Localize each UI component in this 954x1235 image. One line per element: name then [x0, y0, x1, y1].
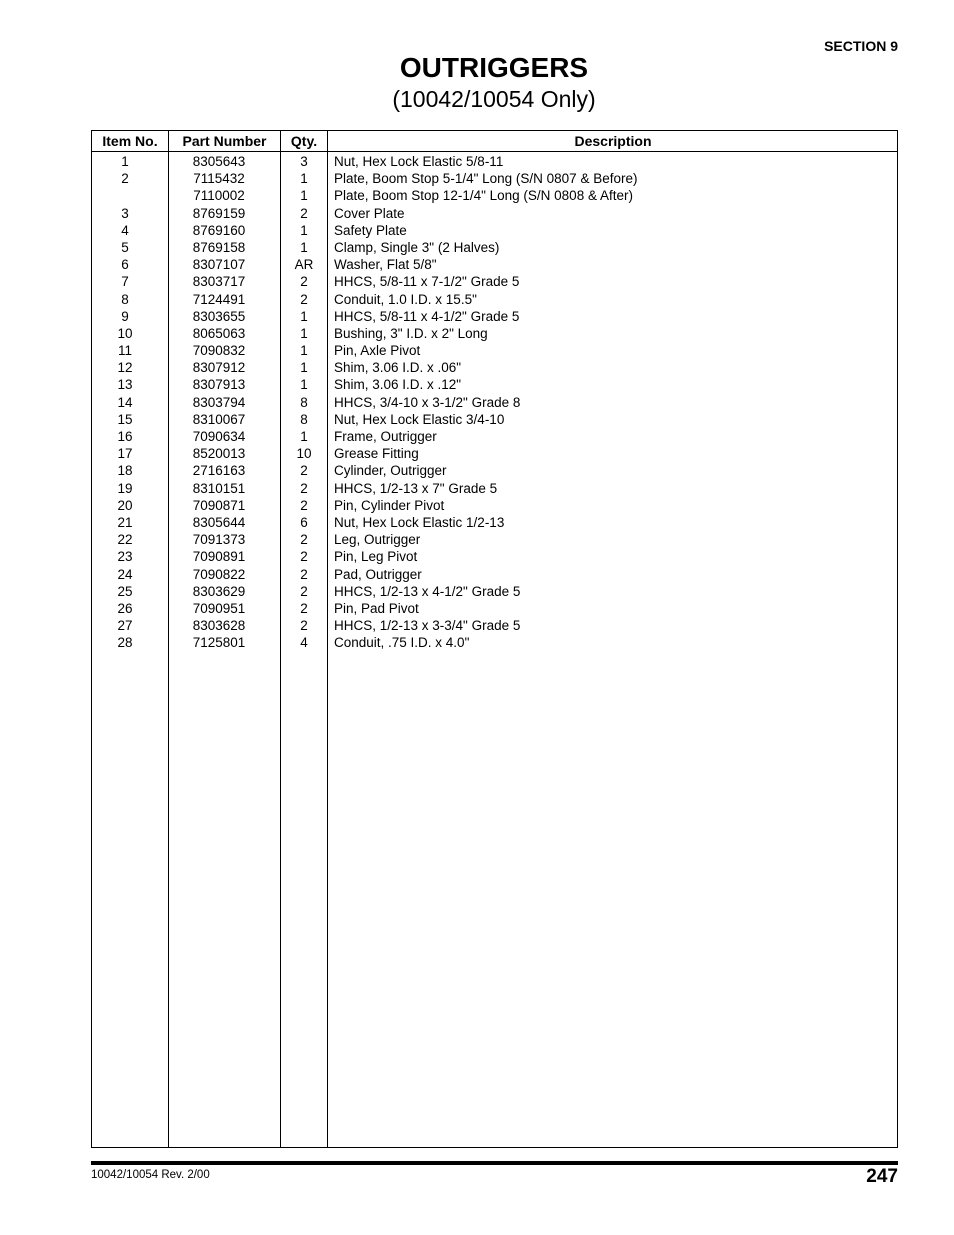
part-number-cell: 8303655 — [192, 308, 246, 324]
table-row — [92, 170, 897, 187]
item-number-cell: 18 — [117, 463, 133, 479]
part-number-cell: 7090634 — [192, 429, 246, 444]
quantity-cell: 2 — [300, 274, 308, 290]
item-number-cell: 21 — [117, 514, 133, 530]
part-number-cell: 8303629 — [192, 583, 246, 599]
item-number-cell: 11 — [117, 343, 132, 359]
item-number-cell: 16 — [117, 429, 133, 444]
item-number-cell: 2 — [121, 171, 129, 187]
part-number-cell: 7090822 — [192, 566, 246, 582]
part-number-cell: 7090871 — [192, 497, 246, 513]
description-cell: Washer, Flat 5/8" — [334, 257, 437, 273]
part-number-cell: 7110002 — [193, 188, 245, 204]
quantity-cell: 1 — [300, 343, 308, 359]
table-row — [92, 600, 897, 617]
part-number-cell: 8305644 — [192, 514, 246, 530]
column-header-qty: Qty. — [290, 133, 318, 149]
part-number-cell: 7090832 — [192, 343, 246, 359]
quantity-cell: 1 — [300, 429, 308, 444]
quantity-cell: 2 — [300, 618, 308, 634]
part-number-cell: 8307913 — [192, 377, 246, 393]
table-row — [92, 531, 897, 548]
quantity-cell: 2 — [300, 583, 308, 599]
table-row — [92, 583, 897, 600]
description-cell: Conduit, .75 I.D. x 4.0" — [334, 635, 470, 651]
item-number-cell: 5 — [121, 239, 129, 255]
part-number-cell: 7115432 — [193, 171, 245, 187]
item-number-cell: 24 — [117, 566, 133, 582]
table-row — [92, 205, 897, 222]
table-row — [92, 239, 897, 256]
table-row — [92, 634, 897, 651]
description-cell: Shim, 3.06 I.D. x .12" — [334, 377, 462, 393]
description-cell: Safety Plate — [334, 222, 407, 238]
quantity-cell: 2 — [300, 600, 308, 616]
table-row — [92, 256, 897, 273]
table-row — [92, 566, 897, 583]
quantity-cell: 2 — [300, 480, 308, 496]
table-row — [92, 497, 897, 514]
part-number-cell: 8769158 — [192, 239, 246, 255]
quantity-cell: 1 — [300, 308, 308, 324]
part-number-cell: 8769160 — [192, 222, 246, 238]
table-row — [92, 273, 897, 290]
item-number-cell: 20 — [117, 497, 133, 513]
description-cell: Bushing, 3" I.D. x 2" Long — [334, 325, 488, 341]
part-number-cell: 7090891 — [192, 549, 246, 565]
part-number-cell: 7124491 — [192, 291, 246, 307]
item-number-cell: 23 — [117, 549, 133, 565]
item-number-cell: 19 — [117, 480, 133, 496]
table-row — [92, 153, 897, 170]
column-header-description: Description — [574, 133, 652, 149]
quantity-cell: 6 — [300, 514, 308, 530]
quantity-cell: 1 — [300, 188, 308, 204]
item-number-cell: 12 — [117, 360, 133, 376]
quantity-cell: 1 — [300, 222, 308, 238]
quantity-cell: 1 — [300, 325, 308, 341]
table-row — [92, 445, 897, 462]
description-cell: HHCS, 5/8-11 x 4-1/2" Grade 5 — [334, 308, 520, 324]
item-number-cell: 9 — [121, 308, 129, 324]
item-number-cell: 25 — [117, 583, 133, 599]
description-cell: Clamp, Single 3" (2 Halves) — [334, 239, 500, 255]
description-cell: HHCS, 1/2-13 x 4-1/2" Grade 5 — [334, 583, 521, 599]
table-row — [92, 376, 897, 393]
table-row — [92, 222, 897, 239]
quantity-cell: 1 — [300, 377, 308, 393]
part-number-cell: 8310151 — [192, 480, 246, 496]
quantity-cell: 2 — [300, 291, 308, 307]
description-cell: HHCS, 1/2-13 x 7" Grade 5 — [334, 480, 498, 496]
description-cell: Nut, Hex Lock Elastic 1/2-13 — [334, 514, 505, 530]
quantity-cell: 1 — [300, 239, 308, 255]
table-row — [92, 514, 897, 531]
table-row — [92, 291, 897, 308]
column-header-item-no: Item No. — [102, 133, 158, 149]
table-row — [92, 462, 897, 479]
part-number-cell: 8303794 — [192, 394, 246, 410]
quantity-cell: 2 — [300, 497, 308, 513]
table-row — [92, 617, 897, 634]
column-header-part-number: Part Number — [182, 133, 267, 149]
table-row — [92, 428, 897, 445]
item-number-cell: 17 — [117, 446, 133, 462]
table-row — [92, 411, 897, 428]
part-number-cell: 8520013 — [192, 446, 246, 462]
description-cell: Cover Plate — [334, 205, 405, 221]
quantity-cell: 4 — [300, 635, 308, 651]
description-cell: Cylinder, Outrigger — [334, 463, 447, 479]
page-number: 247 — [866, 1166, 898, 1187]
table-row — [92, 548, 897, 565]
table-body — [92, 153, 897, 651]
part-number-cell: 8305643 — [192, 154, 246, 169]
description-cell: Pin, Pad Pivot — [334, 600, 419, 616]
part-number-cell: 8303628 — [192, 618, 246, 634]
quantity-cell: 1 — [300, 171, 308, 187]
section-label: SECTION 9 — [824, 38, 898, 54]
item-number-cell: 3 — [121, 205, 129, 221]
item-number-cell: 6 — [121, 257, 129, 273]
item-number-cell: 26 — [117, 600, 133, 616]
table-row — [92, 308, 897, 325]
description-cell: HHCS, 3/4-10 x 3-1/2" Grade 8 — [334, 394, 521, 410]
quantity-cell: 2 — [300, 532, 308, 548]
document-revision: 10042/10054 Rev. 2/00 — [91, 1169, 210, 1181]
footer-rule — [91, 1161, 898, 1165]
part-number-cell: 8303717 — [192, 274, 246, 290]
description-cell: Grease Fitting — [334, 446, 419, 462]
description-cell: Pin, Leg Pivot — [334, 549, 418, 565]
page-subtitle: (10042/10054 Only) — [392, 86, 596, 112]
description-cell: Pad, Outrigger — [334, 566, 422, 582]
description-cell: Frame, Outrigger — [334, 429, 437, 444]
description-cell: Leg, Outrigger — [334, 532, 421, 548]
item-number-cell: 28 — [117, 635, 133, 651]
description-cell: Shim, 3.06 I.D. x .06" — [334, 360, 462, 376]
description-cell: Plate, Boom Stop 12-1/4" Long (S/N 0808 & After) — [334, 188, 633, 204]
item-number-cell: 22 — [117, 532, 133, 548]
quantity-cell: 1 — [300, 360, 308, 376]
table-row — [92, 480, 897, 497]
quantity-cell: 2 — [300, 205, 308, 221]
description-cell: Pin, Axle Pivot — [334, 343, 421, 359]
part-number-cell: 8307107 — [192, 257, 246, 273]
quantity-cell: 2 — [300, 566, 308, 582]
description-cell: Nut, Hex Lock Elastic 3/4-10 — [334, 411, 505, 427]
quantity-cell: 10 — [296, 446, 312, 462]
table-row — [92, 359, 897, 376]
part-number-cell: 8065063 — [192, 325, 246, 341]
header-divider — [92, 151, 897, 152]
quantity-cell: 8 — [300, 411, 308, 427]
part-number-cell: 7125801 — [192, 635, 246, 651]
table-row — [92, 394, 897, 411]
item-number-cell: 15 — [117, 411, 133, 427]
quantity-cell: 2 — [300, 463, 308, 479]
parts-table — [91, 130, 898, 1148]
description-cell: Conduit, 1.0 I.D. x 15.5" — [334, 291, 477, 307]
item-number-cell: 8 — [121, 291, 129, 307]
description-cell: HHCS, 1/2-13 x 3-3/4" Grade 5 — [334, 618, 521, 634]
part-number-cell: 7091373 — [192, 532, 246, 548]
part-number-cell: 8769159 — [192, 205, 246, 221]
part-number-cell: 8307912 — [192, 360, 246, 376]
quantity-cell: 2 — [300, 549, 308, 565]
description-cell: Pin, Cylinder Pivot — [334, 497, 445, 513]
quantity-cell: 8 — [300, 394, 308, 410]
quantity-cell: AR — [294, 257, 314, 273]
part-number-cell: 7090951 — [192, 600, 246, 616]
page-title: OUTRIGGERS — [399, 52, 589, 83]
table-row — [92, 342, 897, 359]
table-row — [92, 325, 897, 342]
description-cell: Nut, Hex Lock Elastic 5/8-11 — [334, 154, 504, 169]
item-number-cell: 27 — [117, 618, 133, 634]
item-number-cell: 10 — [117, 325, 133, 341]
item-number-cell: 4 — [121, 222, 129, 238]
item-number-cell: 1 — [121, 154, 129, 169]
item-number-cell: 7 — [121, 274, 129, 290]
item-number-cell: 14 — [117, 394, 133, 410]
table-row — [92, 187, 897, 204]
description-cell: Plate, Boom Stop 5-1/4" Long (S/N 0807 & Before) — [334, 171, 638, 187]
part-number-cell: 2716163 — [192, 463, 246, 479]
part-number-cell: 8310067 — [192, 411, 246, 427]
quantity-cell: 3 — [300, 154, 308, 169]
description-cell: HHCS, 5/8-11 x 7-1/2" Grade 5 — [334, 274, 520, 290]
item-number-cell: 13 — [117, 377, 133, 393]
